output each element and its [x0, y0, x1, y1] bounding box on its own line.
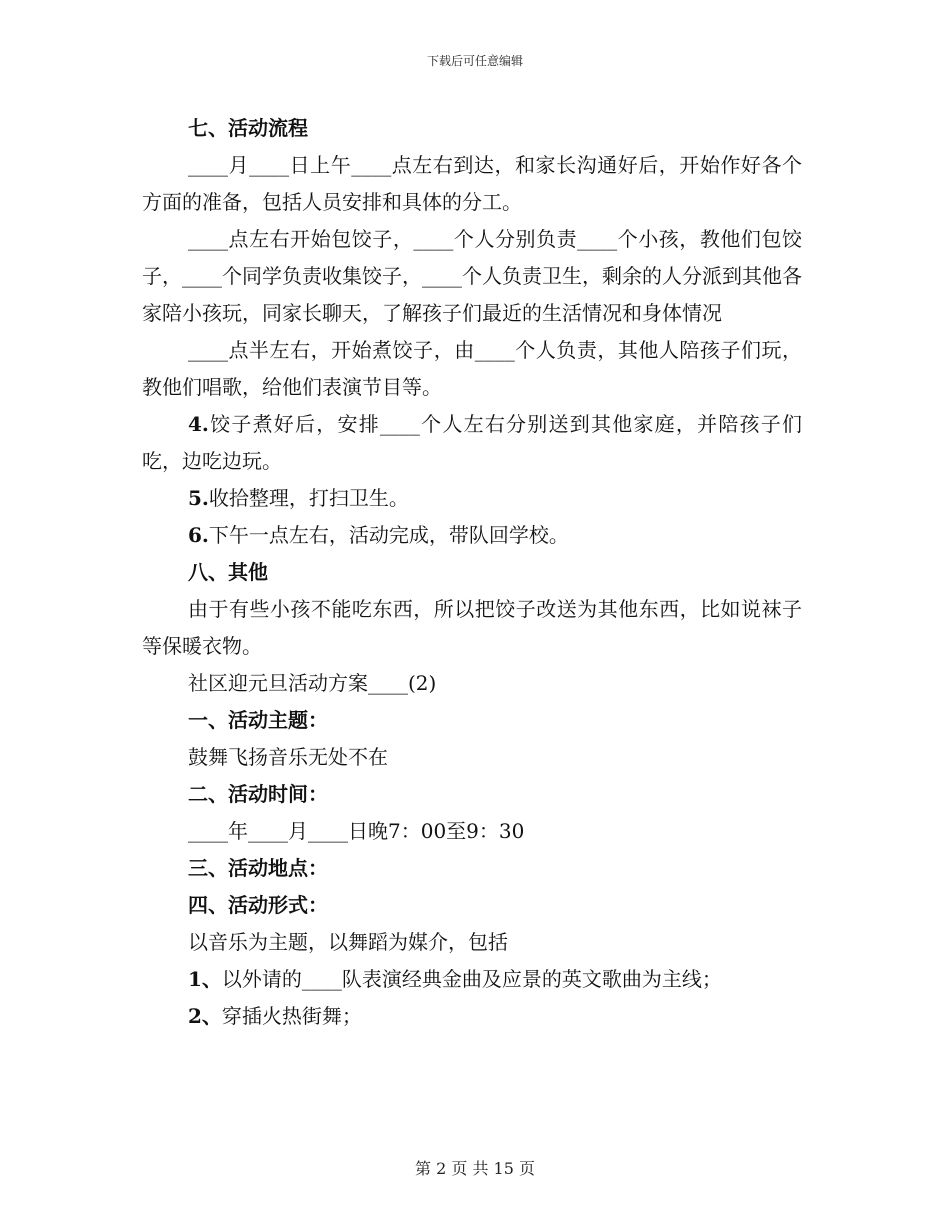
item-text: 收拾整理，打扫卫生。 — [208, 486, 409, 510]
numbered-paragraph — [142, 961, 802, 998]
paragraph: 鼓舞飞扬音乐无处不在 — [188, 745, 388, 769]
section-heading: 二、活动时间： — [188, 782, 328, 806]
item-number: 1、 — [188, 967, 222, 991]
item-number: 2、 — [188, 1004, 222, 1028]
paragraph: ____月____日上午____点左右到达，和家长沟通好后，开始作好各个方面的准备，包括人员安排和具体的分工。 — [142, 153, 802, 214]
item-text: 以外请的____队表演经典金曲及应景的英文歌曲为主线； — [221, 967, 722, 991]
item-text: 饺子煮好后，安排____个人左右分别送到其他家庭，并陪孩子们吃，边吃边玩。 — [142, 412, 802, 473]
paragraph: 由于有些小孩不能吃东西，所以把饺子改送为其他东西，比如说袜子等保暖衣物。 — [142, 597, 802, 658]
paragraph: ____点半左右，开始煮饺子，由____个人负责，其他人陪孩子们玩，教他们唱歌，给他们表演节目等。 — [142, 338, 802, 399]
section-heading: 四、活动形式： — [188, 893, 328, 917]
numbered-paragraph — [142, 406, 802, 480]
paragraph: 社区迎元旦活动方案____(2) — [188, 671, 437, 695]
item-text: 穿插火热街舞； — [221, 1004, 362, 1028]
section-heading: 七、活动流程 — [188, 116, 308, 140]
item-text: 下午一点左右，活动完成，带队回学校。 — [208, 523, 569, 547]
section-heading: 三、活动地点： — [188, 856, 328, 880]
paragraph: ____年____月____日晚7：00至9：30 — [188, 819, 525, 843]
section-heading: 一、活动主题： — [188, 708, 328, 732]
numbered-paragraph — [142, 517, 802, 554]
paragraph: ____点左右开始包饺子，____个人分别负责____个小孩，教他们包饺子，____个同学负责收集饺子，____个人负责卫生，剩余的人分派到其他各家陪小孩玩，同家长聊天，了解孩子们最近的生活情况和身体情况 — [142, 227, 802, 325]
page-header: 下载后可任意编辑 — [426, 54, 523, 68]
numbered-paragraph — [142, 998, 802, 1035]
paragraph: 以音乐为主题，以舞蹈为媒介，包括 — [188, 930, 508, 954]
item-number: 6. — [188, 523, 209, 547]
item-number: 4. — [188, 412, 209, 436]
section-heading: 八、其他 — [188, 560, 268, 584]
document-body — [142, 110, 802, 1035]
page-footer: 第 2 页 共 15 页 — [415, 1159, 535, 1178]
item-number: 5. — [188, 486, 209, 510]
numbered-paragraph — [142, 480, 802, 517]
